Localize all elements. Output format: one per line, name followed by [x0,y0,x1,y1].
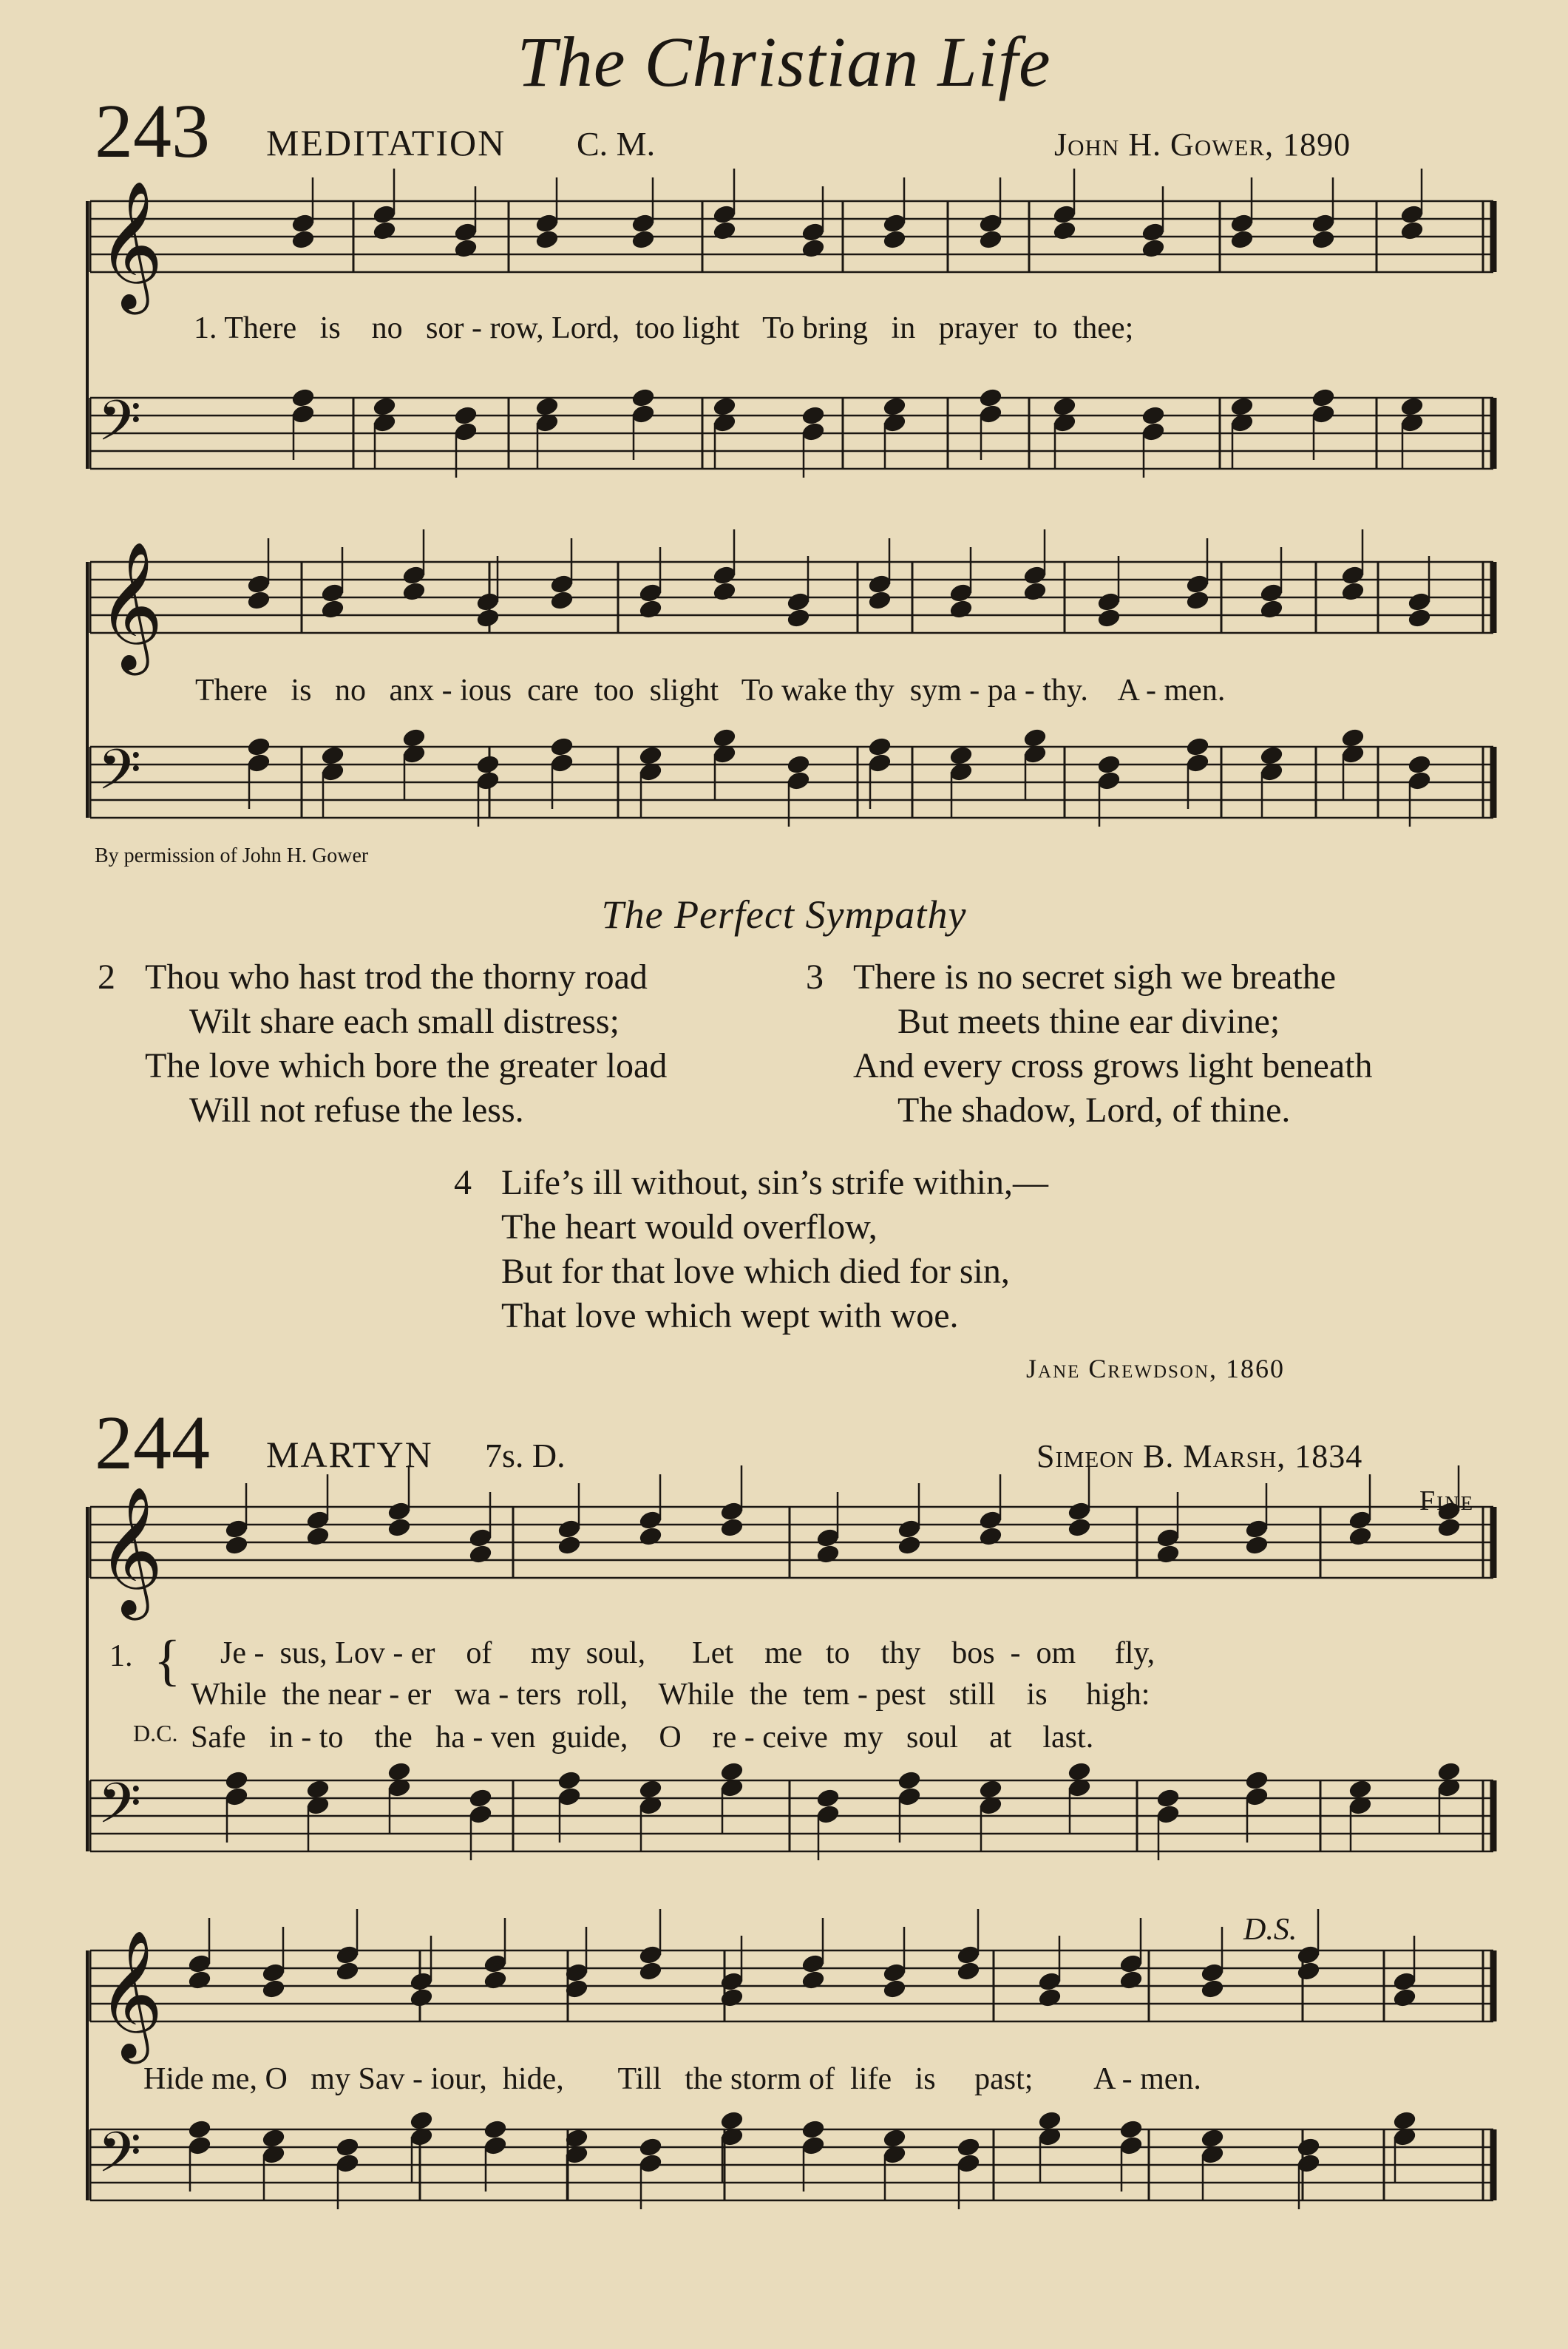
note-head [897,1770,921,1791]
note-head [801,222,825,243]
lyrics-244-line1b: While the near - er wa - ters roll, While the tem - pest still is high: [191,1678,1150,1712]
note-head [719,1987,744,2008]
note-head [387,1761,411,1782]
note-head [557,1770,581,1791]
note-head [291,387,315,408]
note-head [1436,1761,1461,1782]
note-head [815,1804,840,1825]
note-head [475,592,500,612]
note-head [453,222,478,243]
note-head [882,229,906,250]
bass-clef-icon: 𝄢 [98,2120,142,2199]
note-head [534,396,559,417]
note-head [483,1970,507,1990]
note-head [224,1770,248,1791]
note-head [638,1526,662,1547]
note-head [291,404,315,424]
note-head [1037,1971,1062,1992]
note-head [1141,222,1165,243]
note-head [246,574,271,594]
note-head [1200,1962,1224,1983]
note-head [453,405,478,426]
note-head [534,229,559,250]
note-head [631,404,655,424]
note-head [401,728,426,748]
note-head [786,592,810,612]
note-head [815,1788,840,1809]
note-head [882,1979,906,1999]
verse-line: Thou who hast trod the thorny road [145,957,648,997]
bass-clef-icon: 𝄢 [98,737,142,816]
note-head [335,2153,359,2174]
note-head [1392,1987,1416,2008]
treble-clef-icon: 𝄞 [98,1486,163,1615]
stanza-brace: { [154,1630,181,1692]
note-head [1096,754,1121,775]
note-head [1155,1788,1180,1809]
note-head [1296,1945,1320,1965]
note-head [956,1945,980,1965]
note-head [978,213,1002,234]
note-head [1096,608,1121,628]
note-head [631,387,655,408]
hymn-number-243: 243 [95,89,210,174]
note-head [409,1971,433,1992]
lyrics-243-line1: 1. There is no sor - row, Lord, too light To bring in prayer to thee; [194,311,1134,345]
note-head [786,770,810,791]
note-head [549,736,574,757]
note-head [1229,213,1254,234]
note-head [372,220,396,241]
note-head [409,2110,433,2131]
note-head [320,745,345,766]
verse-number: 4 [454,1163,472,1202]
note-head [815,1544,840,1565]
note-head [882,2128,906,2149]
note-head [372,396,396,417]
note-head [956,1961,980,1982]
note-head [786,608,810,628]
note-head [1244,1519,1269,1539]
author-243: Jane Crewdson, 1860 [1026,1354,1286,1383]
stanza-number: 1. [109,1639,133,1673]
note-head [1185,753,1209,773]
note-head [1348,1510,1372,1531]
verse-line: But meets thine ear divine; [897,1002,1280,1041]
note-head [719,1971,744,1992]
note-head [638,1510,662,1531]
note-head [1296,2137,1320,2158]
note-head [187,2119,211,2140]
note-head [475,608,500,628]
verse-2 [98,955,667,1133]
note-head [1407,754,1431,775]
note-head [867,736,892,757]
verse-number: 2 [98,957,115,997]
note-head [468,1804,492,1825]
lyrics-244-line2: Hide me, O my Sav - iour, hide, Till the storm of life is past; A - men. [143,2062,1201,2096]
treble-clef-icon: 𝄞 [98,541,163,670]
lyrics-244-line1a: Je - sus, Lov - er of my soul, Let me to thy bos - om fly, [220,1636,1155,1670]
verse-line: Life’s ill without, sin’s strife within,— [501,1163,1048,1202]
note-head [1259,599,1283,620]
note-head [1119,2135,1143,2156]
note-head [801,421,825,442]
note-head [1229,229,1254,250]
note-head [882,213,906,234]
note-head [549,753,574,773]
note-head [867,574,892,594]
note-head [320,599,345,620]
note-head [1311,213,1335,234]
note-head [978,1526,1002,1547]
note-head [1340,728,1365,748]
note-head [224,1786,248,1807]
ds-mark: D.S. [1243,1913,1297,1947]
note-head [1185,590,1209,611]
note-head [534,213,559,234]
note-head [468,1528,492,1548]
note-head [401,581,426,602]
hymn-number-244: 244 [95,1400,210,1485]
note-head [956,2137,980,2158]
note-head [1141,405,1165,426]
note-head [638,583,662,603]
note-head [1141,238,1165,259]
verse-line: But for that love which died for sin, [501,1252,1010,1291]
note-head [1067,1517,1091,1538]
note-head [712,565,736,586]
note-head [557,1535,581,1556]
note-head [712,396,736,417]
note-head [719,2110,744,2131]
note-head [867,753,892,773]
verse-line: Will not refuse the less. [189,1091,524,1130]
note-head [1200,2128,1224,2149]
verse-line: The heart would overflow, [501,1207,878,1247]
note-head [475,754,500,775]
verse-line: And every cross grows light beneath [853,1046,1373,1085]
note-head [1348,1526,1372,1547]
note-head [1185,736,1209,757]
note-head [1022,581,1047,602]
note-head [261,1962,285,1983]
note-head [801,405,825,426]
note-head [1399,204,1424,225]
tune-name-244: MARTYN [266,1434,433,1475]
note-head [483,2135,507,2156]
note-head [1244,1770,1269,1791]
note-head [978,1779,1002,1800]
note-head [978,229,1002,250]
note-head [815,1528,840,1548]
note-head [453,238,478,259]
note-head [1311,404,1335,424]
note-head [867,590,892,611]
note-head [956,2153,980,2174]
verse-3 [806,955,1373,1133]
note-head [1037,1987,1062,2008]
note-head [1392,1971,1416,1992]
note-head [187,2135,211,2156]
tune-name-243: MEDITATION [266,122,506,163]
note-head [1067,1761,1091,1782]
note-head [1399,220,1424,241]
note-head [305,1779,330,1800]
meter-244: 7s. D. [485,1437,566,1474]
note-head [638,1779,662,1800]
note-head [638,2153,662,2174]
composer-243: John H. Gower, 1890 [1054,126,1351,163]
note-head [305,1510,330,1531]
note-head [1022,565,1047,586]
bass-clef-icon: 𝄢 [98,388,142,467]
verse-line: Wilt share each small distress; [189,1002,620,1041]
lyrics-244-line1c: Safe in - to the ha - ven guide, O re - ceive my soul at last. [191,1721,1094,1755]
note-head [1022,728,1047,748]
note-head [549,590,574,611]
note-head [453,421,478,442]
note-head [1340,581,1365,602]
page-title: The Christian Life [517,22,1051,101]
note-head [1155,1528,1180,1548]
note-head [224,1519,248,1539]
note-head [801,238,825,259]
note-head [897,1535,921,1556]
note-head [372,204,396,225]
note-head [1185,574,1209,594]
note-head [1119,2119,1143,2140]
note-head [1392,2110,1416,2131]
note-head [712,728,736,748]
note-head [1244,1786,1269,1807]
note-head [246,736,271,757]
note-head [978,1510,1002,1531]
note-head [549,574,574,594]
note-head [1259,745,1283,766]
note-head [305,1526,330,1547]
note-head [1348,1779,1372,1800]
note-head [1296,1961,1320,1982]
lyrics-243-line2: There is no anx - ious care too slight To wake thy sym - pa - thy. A - men. [195,674,1226,708]
note-head [801,2135,825,2156]
note-head [387,1517,411,1538]
note-head [475,770,500,791]
meter-243: C. M. [577,125,656,163]
note-head [187,1970,211,1990]
note-head [719,1501,744,1522]
note-head [409,1987,433,2008]
note-head [335,1961,359,1982]
verse-4 [454,1161,1048,1338]
verse-line: That love which wept with woe. [501,1296,959,1335]
note-head [1037,2110,1062,2131]
note-head [801,2119,825,2140]
note-head [638,2137,662,2158]
note-head [1096,592,1121,612]
note-head [468,1544,492,1565]
note-head [187,1953,211,1974]
note-head [638,1945,662,1965]
note-head [557,1786,581,1807]
note-head [1119,1953,1143,1974]
note-head [291,229,315,250]
note-head [1259,583,1283,603]
fine-mark: Fine [1419,1485,1475,1516]
note-head [1155,1544,1180,1565]
note-head [401,565,426,586]
note-head [638,745,662,766]
composer-244: Simeon B. Marsh, 1834 [1036,1438,1363,1474]
note-head [335,2137,359,2158]
note-head [1052,396,1076,417]
note-head [897,1786,921,1807]
note-head [261,2128,285,2149]
note-head [978,387,1002,408]
note-head [719,1761,744,1782]
note-head [801,1970,825,1990]
note-head [335,1945,359,1965]
note-head [1311,229,1335,250]
note-head [1407,592,1431,612]
note-head [712,581,736,602]
note-head [1407,608,1431,628]
note-head [483,1953,507,1974]
note-head [1399,396,1424,417]
note-head [387,1501,411,1522]
note-head [1141,421,1165,442]
verse-number: 3 [806,957,824,997]
treble-clef-icon: 𝄞 [98,180,163,309]
note-head [224,1535,248,1556]
note-head [261,1979,285,1999]
note-head [468,1788,492,1809]
note-head [897,1519,921,1539]
note-head [1200,1979,1224,1999]
note-head [246,753,271,773]
note-head [712,204,736,225]
note-head [882,1962,906,1983]
note-head [1155,1804,1180,1825]
note-head [719,1517,744,1538]
note-head [978,404,1002,424]
note-head [948,745,973,766]
note-head [712,220,736,241]
note-head [631,213,655,234]
note-head [1407,770,1431,791]
treble-clef-icon: 𝄞 [98,1930,163,2058]
permission-note: By permission of John H. Gower [95,844,369,867]
verse-line: There is no secret sigh we breathe [853,957,1337,997]
note-head [1244,1535,1269,1556]
note-head [557,1519,581,1539]
note-head [1119,1970,1143,1990]
note-head [948,599,973,620]
note-head [1052,204,1076,225]
dc-label: D.C. [133,1720,178,1746]
note-head [638,599,662,620]
note-head [1296,2153,1320,2174]
note-head [483,2119,507,2140]
note-head [246,590,271,611]
note-head [631,229,655,250]
note-head [1340,565,1365,586]
note-head [786,754,810,775]
note-head [1067,1501,1091,1522]
note-head [1436,1517,1461,1538]
hymn-subtitle: The Perfect Sympathy [601,892,967,937]
verse-line: The shadow, Lord, of thine. [897,1091,1291,1130]
bass-clef-icon: 𝄢 [98,1771,142,1850]
note-head [320,583,345,603]
note-head [638,1961,662,1982]
note-head [1229,396,1254,417]
note-head [882,396,906,417]
note-head [948,583,973,603]
note-head [1052,220,1076,241]
note-head [1311,387,1335,408]
note-head [801,1953,825,1974]
note-head [291,213,315,234]
note-head [1096,770,1121,791]
verse-line: The love which bore the greater load [145,1046,668,1085]
